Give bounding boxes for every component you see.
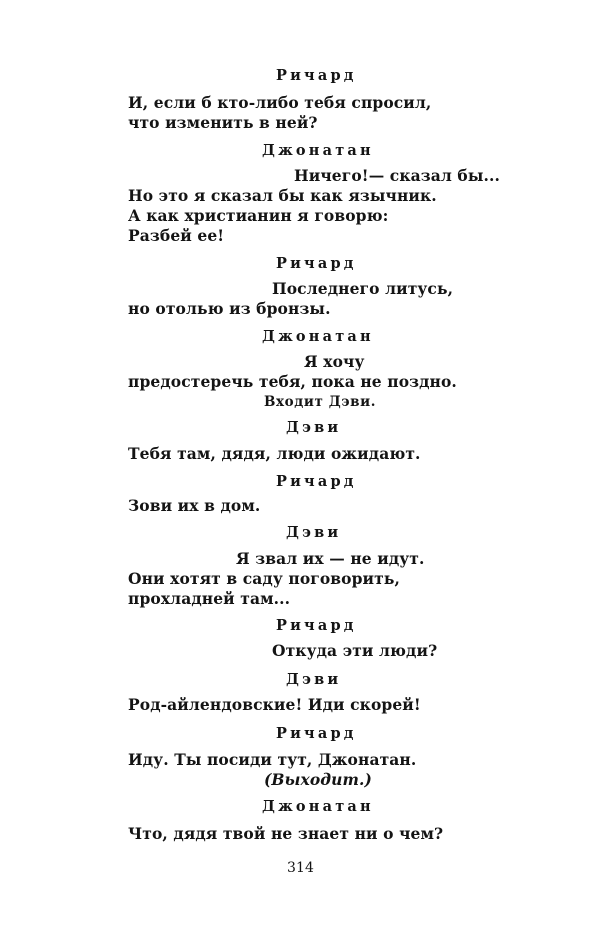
speaker-name: Ричард [276,67,357,84]
speaker-name: Дэви [286,419,342,436]
verse-line: Зови их в дом. [128,496,261,515]
verse-line: предостеречь тебя, пока не поздно. [128,372,457,391]
verse-line: но отолью из бронзы. [128,299,331,318]
page-number: 314 [287,860,315,876]
verse-line: прохладней там... [128,589,291,608]
stage-direction: Входит Дэви. [264,394,377,410]
speaker-name: Ричард [276,725,357,742]
verse-line: Откуда эти люди? [272,641,438,660]
speaker-name: Ричард [276,473,357,490]
verse-line: И, если б кто-либо тебя спросил, [128,93,432,112]
speaker-name: Джонатан [262,328,374,345]
speaker-name: Джонатан [262,142,374,159]
stage-direction: (Выходит.) [264,770,372,789]
speaker-name: Дэви [286,524,342,541]
verse-line: Они хотят в саду поговорить, [128,569,400,588]
verse-line: Что, дядя твой не знает ни о чем? [128,824,444,843]
verse-line: Я хочу [304,352,365,371]
verse-line: Разбей ее! [128,226,225,245]
verse-line: Род-айлендовские! Иди скорей! [128,695,421,714]
speaker-name: Дэви [286,671,342,688]
verse-line: Ничего!— сказал бы... [294,166,500,185]
verse-line: Тебя там, дядя, люди ожидают. [128,444,421,463]
verse-line: Но это я сказал бы как язычник. [128,186,437,205]
speaker-name: Ричард [276,617,357,634]
verse-line: Последнего литусь, [272,279,454,298]
verse-line: Иду. Ты посиди тут, Джонатан. [128,750,417,769]
speaker-name: Ричард [276,255,357,272]
verse-line: что изменить в ней? [128,113,318,132]
speaker-name: Джонатан [262,798,374,815]
verse-line: А как христианин я говорю: [128,206,389,225]
verse-line: Я звал их — не идут. [236,549,425,568]
